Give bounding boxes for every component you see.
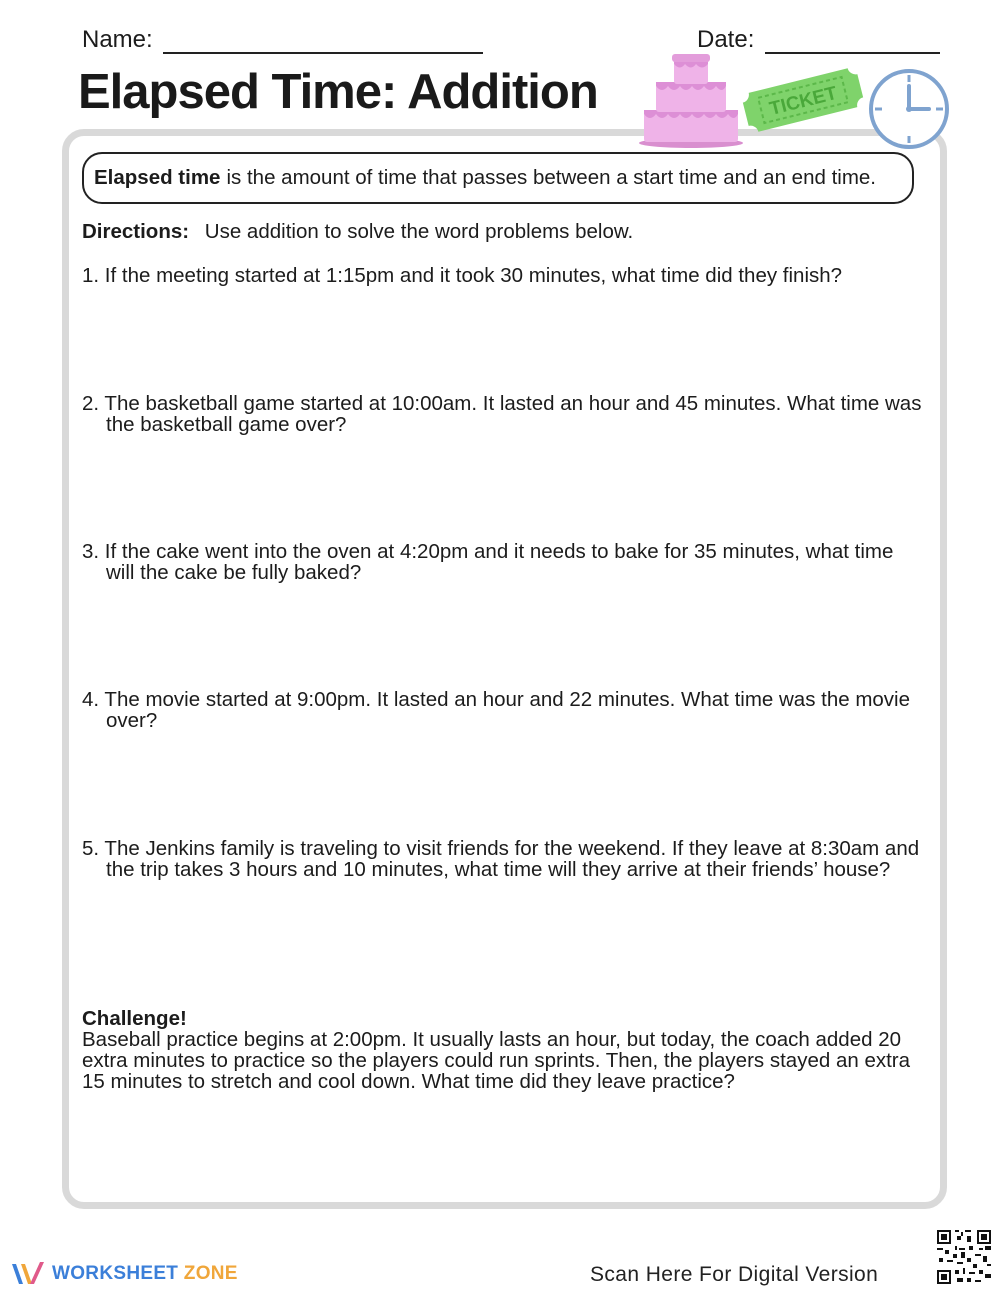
logo-w-icon [10, 1260, 46, 1288]
ticket-label: TICKET [767, 82, 840, 120]
worksheet-zone-logo[interactable] [10, 1260, 238, 1288]
name-label: Name: [82, 26, 153, 53]
date-label: Date: [697, 26, 755, 53]
directions-label: Directions: [82, 220, 190, 243]
directions-text: Use addition to solve the word problems below. [204, 220, 634, 243]
qr-code-icon[interactable] [935, 1228, 993, 1286]
scan-text: Scan Here For Digital Version [590, 1263, 879, 1286]
clock-icon [866, 66, 952, 152]
question-1: 1. If the meeting started at 1:15pm and it took 30 minutes, what time did they finish? [82, 264, 843, 287]
page-title: Elapsed Time: Addition [78, 65, 598, 119]
name-answer-line[interactable] [163, 52, 483, 54]
question-4: 4. The movie started at 9:00pm. It lasted an hour and 22 minutes. What time was the movie over? [82, 688, 911, 732]
cake-icon [636, 52, 746, 148]
definition-term: Elapsed time [94, 166, 221, 189]
question-2: 2. The basketball game started at 10:00am. It lasted an hour and 45 minutes. What time was the basketball game over? [82, 392, 922, 436]
challenge-title: Challenge! [82, 1007, 187, 1030]
question-5: 5. The Jenkins family is traveling to visit friends for the weekend. If they leave at 8:30am and the trip takes 3 hours and 10 minutes, what time will they arrive at their friends’ house? [82, 837, 920, 881]
ticket-icon [740, 64, 866, 136]
question-3: 3. If the cake went into the oven at 4:20pm and it needs to bake for 35 minutes, what time will the cake be fully baked? [82, 540, 894, 584]
definition-text: is the amount of time that passes between a start time and an end time. [226, 166, 876, 189]
logo-word-zone: ZONE [183, 1263, 238, 1284]
date-answer-line[interactable] [765, 52, 940, 54]
challenge-text: Baseball practice begins at 2:00pm. It usually lasts an hour, but today, the coach added 20 extra minutes to practice so the players could run sprints. Then, the players stayed an extra 15 minutes to stretch and cool down. What time did they leave practice? [82, 1028, 911, 1093]
logo-word-worksheet: WORKSHEET [52, 1263, 179, 1284]
directions [82, 220, 633, 244]
definition-box [82, 152, 914, 204]
